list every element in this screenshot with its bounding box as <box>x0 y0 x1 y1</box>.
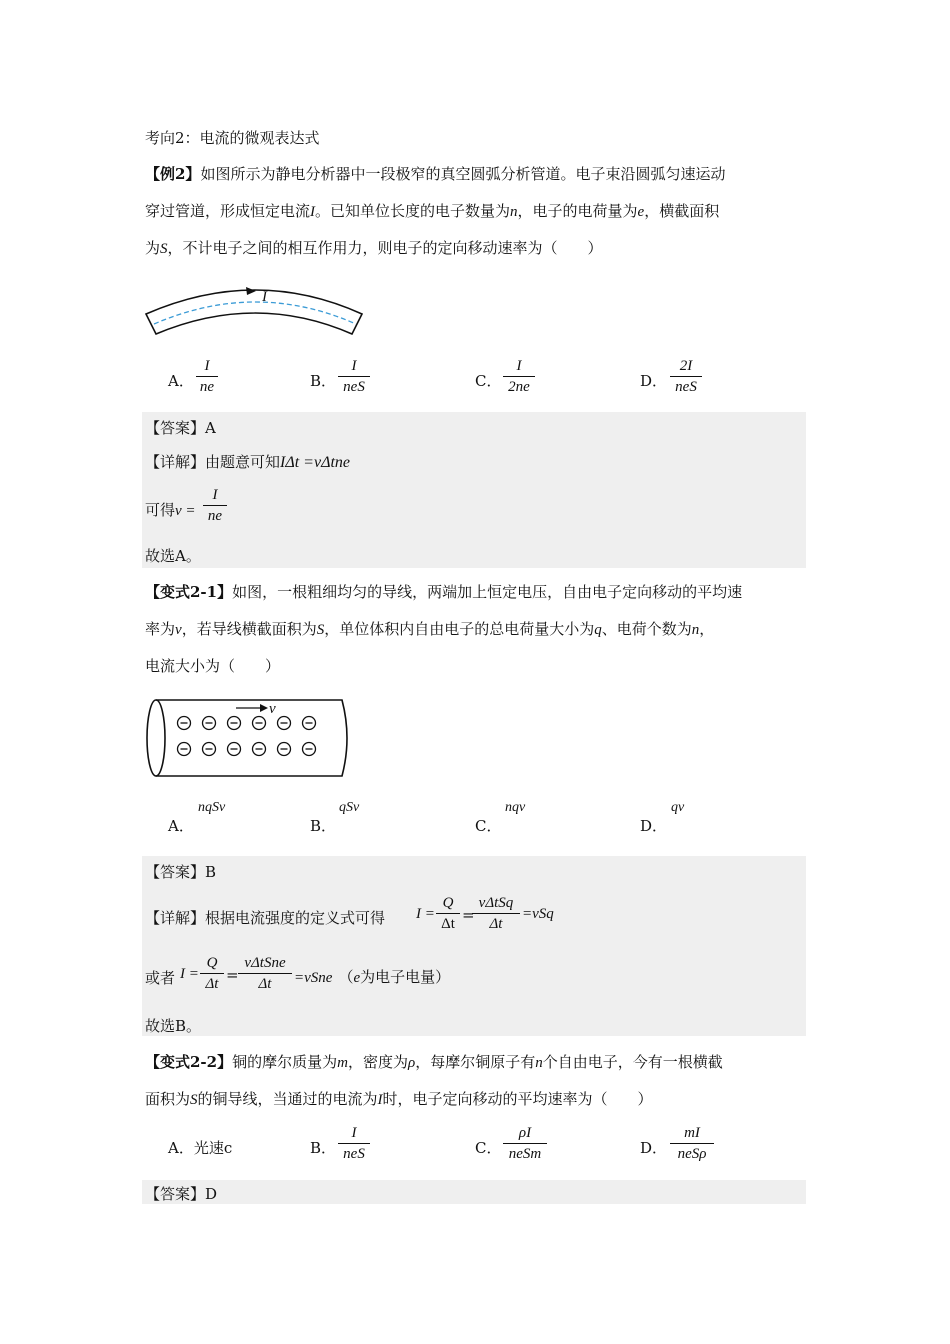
ex2-line3 <box>145 238 603 259</box>
frac-num: mI <box>684 1125 700 1141</box>
electron-icon <box>253 743 266 756</box>
ex2-line1 <box>145 164 725 184</box>
var21-eq2-frac2 <box>238 954 292 993</box>
var21-text2e: ， <box>699 620 715 638</box>
ex2-line2 <box>145 201 719 222</box>
var21-eq1-frac1 <box>436 894 460 933</box>
var21-eq1-eq: = <box>462 906 475 924</box>
var21-var-n: n <box>691 622 700 638</box>
var22-line2 <box>145 1089 653 1110</box>
ex2-text2d: ，横截面积 <box>644 202 720 220</box>
ex2-get-label <box>145 500 196 521</box>
electron-icon <box>303 717 316 730</box>
var21-option-c-letter[interactable]: C． <box>475 817 502 835</box>
electron-icon <box>178 717 191 730</box>
var21-var-v: v <box>175 622 182 638</box>
var22-text1b: ，密度为 <box>347 1053 408 1071</box>
var21-option-b-expr[interactable]: qSv <box>339 800 360 815</box>
ex2-text3b: ，不计电子之间的相互作用力，则电子的定向移动速率为（ ） <box>167 239 603 257</box>
var22-option-d-fraction[interactable] <box>670 1124 714 1163</box>
frac-den: Δt <box>205 976 219 992</box>
var21-detail-label: 【详解】根据电流强度的定义式可得 <box>145 909 386 927</box>
frac-num: vΔtSne <box>244 955 286 971</box>
var22-text1d: 个自由电子，今有一根横截 <box>542 1053 723 1071</box>
var22-answer-block <box>142 1180 806 1204</box>
var22-line1 <box>145 1052 723 1073</box>
frac-den: ne <box>207 508 223 524</box>
ex2-text3a: 为 <box>145 239 161 257</box>
frac-num: I <box>351 358 357 374</box>
var21-note-e: e <box>353 970 361 986</box>
ex2-option-c-fraction[interactable] <box>503 357 535 396</box>
frac-num: I <box>516 358 522 374</box>
var21-text2d: 、电荷个数为 <box>601 620 692 638</box>
frac-den: neS <box>343 1146 365 1162</box>
ex2-answer: 【答案】A <box>145 419 216 437</box>
var22-option-b-fraction[interactable] <box>338 1124 370 1163</box>
ex2-get-lhs: v = <box>175 503 196 519</box>
var22-option-a-text: 光速c <box>193 1139 233 1157</box>
var22-option-c-letter[interactable]: C． <box>475 1139 502 1157</box>
var21-eq2-lhs: I = <box>180 966 199 982</box>
ex2-option-d-letter[interactable]: D． <box>640 372 668 390</box>
ex2-get-text: 可得 <box>145 501 176 519</box>
var21-eq1-lhs: I = <box>416 906 435 922</box>
ex2-answer-block <box>142 412 806 568</box>
var21-text2c: ，单位体积内自由电子的总电荷量大小为 <box>324 620 595 638</box>
var21-note-open: （ <box>338 968 354 986</box>
frac-bar <box>200 973 224 974</box>
var21-answer-block <box>142 856 806 1036</box>
ex2-option-a-letter[interactable]: A． <box>168 372 194 390</box>
ex2-text2c: ，电子的电荷量为 <box>517 202 638 220</box>
velocity-arrowhead <box>260 704 268 712</box>
frac-den: 2ne <box>508 379 530 395</box>
frac-bar <box>472 913 520 914</box>
var22-text2b: 的铜导线，当通过的电流为 <box>197 1090 378 1108</box>
frac-den: neS <box>343 379 365 395</box>
frac-num: I <box>212 487 218 503</box>
ex2-option-c-letter[interactable]: C． <box>475 372 502 390</box>
electron-icon <box>303 743 316 756</box>
electron-icon <box>203 717 216 730</box>
ex2-var-e: e <box>637 204 645 220</box>
current-label: I <box>262 289 267 305</box>
var21-label: 【变式2-1】 <box>145 583 233 601</box>
ex2-option-b-letter[interactable]: B． <box>310 372 337 390</box>
frac-den: Δt <box>489 916 503 932</box>
var22-text1c: ，每摩尔铜原子有 <box>415 1053 536 1071</box>
var21-eq2-rhs: =vSne <box>294 970 333 986</box>
var22-var-S: S <box>190 1092 198 1108</box>
frac-bar <box>670 376 702 377</box>
frac-bar <box>503 1143 547 1144</box>
ex2-detail <box>145 452 350 473</box>
ex2-var-n: n <box>510 204 518 220</box>
var21-eq1-rhs: =vSq <box>522 906 554 922</box>
frac-den: neS <box>675 379 697 395</box>
ex2-option-b-fraction[interactable] <box>338 357 370 396</box>
var21-conclusion: 故选B。 <box>145 1017 202 1035</box>
var21-var-S: S <box>316 622 325 638</box>
var22-option-c-fraction[interactable] <box>503 1124 547 1163</box>
var21-var-q: q <box>594 622 602 638</box>
frac-den: Δt <box>441 916 455 932</box>
var22-option-a-letter: A． <box>168 1139 194 1157</box>
frac-num: ρI <box>518 1125 532 1141</box>
electron-icon <box>278 743 291 756</box>
var22-var-rho: ρ <box>407 1055 416 1071</box>
electron-icon <box>278 717 291 730</box>
var21-text2a: 率为 <box>145 620 176 638</box>
var22-var-n: n <box>535 1055 543 1071</box>
var21-option-d-letter[interactable]: D． <box>640 817 668 835</box>
frac-num: I <box>351 1125 357 1141</box>
var22-label: 【变式2-2】 <box>145 1053 233 1071</box>
var21-line1 <box>145 582 742 602</box>
var21-eq2-frac1 <box>200 954 224 993</box>
ex2-detail-label: 【详解】由题意可知 <box>145 453 281 471</box>
var21-answer: 【答案】B <box>145 863 217 881</box>
electron-icon <box>228 717 241 730</box>
var22-text1a: 铜的摩尔质量为 <box>232 1053 338 1071</box>
ex2-option-a-fraction[interactable] <box>196 357 218 396</box>
ex2-var-S: S <box>160 241 168 257</box>
current-arrow <box>246 287 256 295</box>
ex2-conclusion: 故选A。 <box>145 547 201 565</box>
var21-option-d-expr[interactable]: qv <box>671 800 685 815</box>
frac-den: Δt <box>258 976 272 992</box>
electron-icon <box>203 743 216 756</box>
ex2-text2b: 。已知单位长度的电子数量为 <box>315 202 511 220</box>
electron-icon <box>178 743 191 756</box>
frac-bar <box>338 1143 370 1144</box>
frac-num: I <box>204 358 210 374</box>
ex2-option-d-fraction[interactable] <box>670 357 702 396</box>
ex2-text1: 如图所示为静电分析器中一段极窄的真空圆弧分析管道。电子束沿圆弧匀速运动 <box>200 165 726 183</box>
var21-eq2-eq: = <box>226 966 239 984</box>
electron-icon <box>228 743 241 756</box>
var22-answer: 【答案】D <box>145 1185 218 1203</box>
var22-var-I: I <box>377 1092 383 1108</box>
var21-note-text: 为电子电量） <box>360 968 451 986</box>
electron-grid <box>178 717 316 756</box>
var21-or-label: 或者 <box>145 969 176 987</box>
var21-option-a-expr[interactable]: nqSv <box>198 800 226 815</box>
section-title: 考向2：电流的微观表达式 <box>145 129 320 147</box>
frac-bar <box>238 973 292 974</box>
electron-icon <box>253 717 266 730</box>
var21-eq1-frac2 <box>472 894 520 933</box>
wire-figure <box>140 696 354 780</box>
frac-bar <box>203 505 227 506</box>
var21-eq2-tail <box>294 966 450 987</box>
ex2-label: 【例2】 <box>145 165 201 183</box>
var21-line3: 电流大小为（ ） <box>145 657 281 675</box>
arc-pipe-outline <box>146 290 362 334</box>
frac-num: vΔtSq <box>478 895 514 911</box>
var22-option-b-letter[interactable]: B． <box>310 1139 337 1157</box>
ex2-get-fraction <box>203 486 227 525</box>
var21-option-a-letter[interactable]: A． <box>168 817 194 835</box>
var22-text2c: 时，电子定向移动的平均速率为（ ） <box>382 1090 653 1108</box>
frac-bar <box>196 376 218 377</box>
wire-cross-section <box>147 700 165 776</box>
frac-num: Q <box>442 895 454 911</box>
var22-option-a[interactable] <box>168 1137 232 1158</box>
frac-bar <box>503 376 535 377</box>
frac-den: neSm <box>508 1146 542 1162</box>
var22-option-d-letter[interactable]: D． <box>640 1139 668 1157</box>
var21-option-c-expr[interactable]: nqv <box>505 800 526 815</box>
wire-body <box>156 700 347 776</box>
frac-den: ne <box>199 379 215 395</box>
frac-den: neSρ <box>677 1146 707 1162</box>
velocity-label: v <box>269 701 276 717</box>
arc-pipe-figure <box>140 278 372 340</box>
var22-text2a: 面积为 <box>145 1090 191 1108</box>
var21-text2b: ，若导线横截面积为 <box>181 620 317 638</box>
var22-var-m: m <box>337 1055 348 1071</box>
var21-line2 <box>145 619 714 640</box>
frac-num: Q <box>206 955 218 971</box>
var21-text1: 如图，一根粗细均匀的导线，两端加上恒定电压，自由电子定向移动的平均速 <box>232 583 743 601</box>
ex2-var-I: I <box>310 204 316 220</box>
frac-num: 2I <box>679 358 693 374</box>
frac-bar <box>338 376 370 377</box>
var21-option-b-letter[interactable]: B． <box>310 817 337 835</box>
ex2-text2a: 穿过管道，形成恒定电流 <box>145 202 311 220</box>
frac-bar <box>670 1143 714 1144</box>
frac-bar <box>436 913 460 914</box>
ex2-detail-eq: IΔt =vΔtne <box>280 454 351 471</box>
